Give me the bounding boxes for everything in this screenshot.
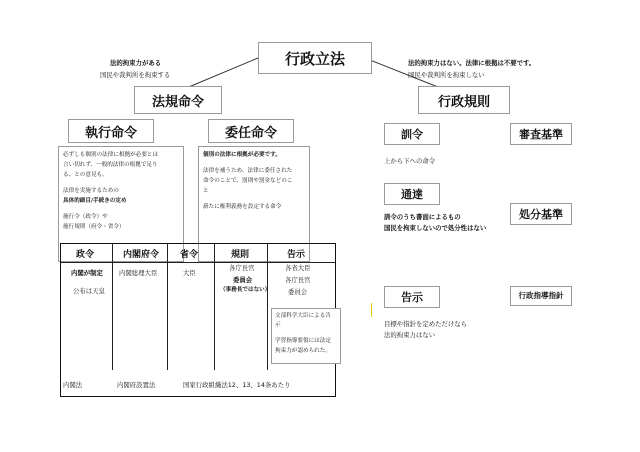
inin-line-1: 個別の法律に根拠が必要です。 [203, 152, 281, 158]
gyousei-title: 行政規則 [437, 94, 490, 110]
kokuji-right-title: 告示 [401, 291, 423, 304]
cell-kokuji-3: 委員会 [288, 288, 308, 296]
col-divider-3 [214, 244, 215, 370]
tsutatsu-note-1: 訓令のうち書面によるもの [384, 213, 461, 221]
footer-law-2: 内閣府設置法 [117, 381, 156, 389]
shinsa-title: 審査基準 [519, 128, 563, 141]
shobun-node [510, 203, 572, 225]
cell-fureidai: 内閣総理大臣 [119, 269, 158, 277]
shikkou-line-6: 施行令（政令）や [63, 214, 108, 220]
header-kisoku: 規則 [231, 250, 250, 260]
col-divider-1 [112, 244, 113, 370]
shikkou-node [68, 119, 154, 143]
inin-title: 委任命令 [224, 125, 277, 141]
root-title: 行政立法 [284, 49, 345, 68]
tsutatsu-title: 通達 [401, 188, 423, 201]
right-annotation-line2: 国民や裁判所を拘束しない [408, 71, 485, 79]
root-node [258, 42, 372, 74]
cell-kisoku-3: （事務長ではない） [220, 287, 271, 293]
hourei-title: 法規命令 [151, 94, 204, 110]
hourei-node [134, 86, 222, 114]
cell-seirei-1: 内閣が制定 [71, 269, 103, 277]
inin-line-4: と [203, 188, 209, 194]
shikkou-title: 執行命令 [84, 125, 137, 141]
highlight-marker [371, 303, 372, 317]
shikkou-line-1: 必ずしも個別の法律に根拠が必要とは [63, 152, 159, 158]
cell-seirei-2: 公布は天皇 [73, 287, 105, 295]
kokuji-note-box [271, 308, 341, 364]
kunrei-title: 訓令 [401, 128, 423, 141]
col-divider-4 [267, 244, 268, 370]
shikkou-line-7: 施行規則（府令・省令） [63, 224, 125, 230]
cell-kokuji-1: 各省大臣 [285, 264, 311, 272]
cell-kisoku-2: 委員会 [233, 276, 253, 284]
kunrei-note: 上から下への命令 [384, 157, 436, 165]
kokuji-note-1: 目標や指針を定めただけなら [384, 320, 468, 328]
header-kokuji: 告示 [287, 250, 306, 260]
shikkou-line-4: 法律を実施するための [63, 188, 119, 194]
shobun-title: 処分基準 [519, 208, 563, 221]
shikkou-line-3: る、との意見も。 [63, 172, 108, 178]
header-fureidai: 内閣府令 [123, 250, 160, 260]
inin-line-3: 命令のことで、罰則や罰金などのこ [203, 178, 293, 184]
right-annotation-line1: 法的拘束力はない。法律に根拠は不要です。 [408, 59, 536, 67]
kokuji-note-2: 法的拘束力はない [384, 331, 436, 339]
tsutatsu-note-2: 国民を拘束しないので処分性はない [384, 224, 487, 232]
gyousei-node [418, 86, 510, 114]
col-divider-2 [167, 244, 168, 370]
shikkou-line-5: 具体的細目/手続きの定め [63, 198, 127, 204]
shikkou-line-2: 言い切れず、一般的法律の根拠で足り [63, 162, 158, 168]
footer-law-1: 内閣法 [63, 381, 83, 389]
shidou-node [510, 286, 572, 306]
kokuji-node [384, 286, 440, 308]
kokuji-box-line-1: 文部科学大臣による告 [275, 313, 331, 319]
kokuji-box-line-2: 示 [275, 322, 281, 328]
cell-shourei: 大臣 [183, 269, 196, 277]
inin-line-2: 法律を補うため、法律に委任された [203, 168, 293, 174]
inin-node [208, 119, 294, 143]
shinsa-node [510, 123, 572, 145]
inin-line-5: 新たに権利義務を設定する命令 [203, 204, 282, 210]
cell-kokuji-2: 各庁長官 [285, 276, 311, 284]
header-shourei: 省令 [180, 250, 199, 260]
kokuji-box-line-3: 学習指導要領には法定 [275, 338, 331, 344]
tsutatsu-node [384, 183, 440, 205]
kunrei-node [384, 123, 440, 145]
shidou-title: 行政指導指針 [518, 291, 564, 300]
kokuji-box-line-4: 拘束力が認められた。 [275, 348, 331, 354]
cell-kisoku-1: 各庁長官 [229, 264, 255, 272]
footer-law-3: 国家行政組織法12、13、14条あたり [183, 381, 291, 389]
left-annotation-line2: 国民や裁判所を拘束する [100, 71, 171, 79]
left-annotation-line1: 法的拘束力がある [110, 59, 162, 67]
header-seirei: 政令 [76, 250, 95, 260]
